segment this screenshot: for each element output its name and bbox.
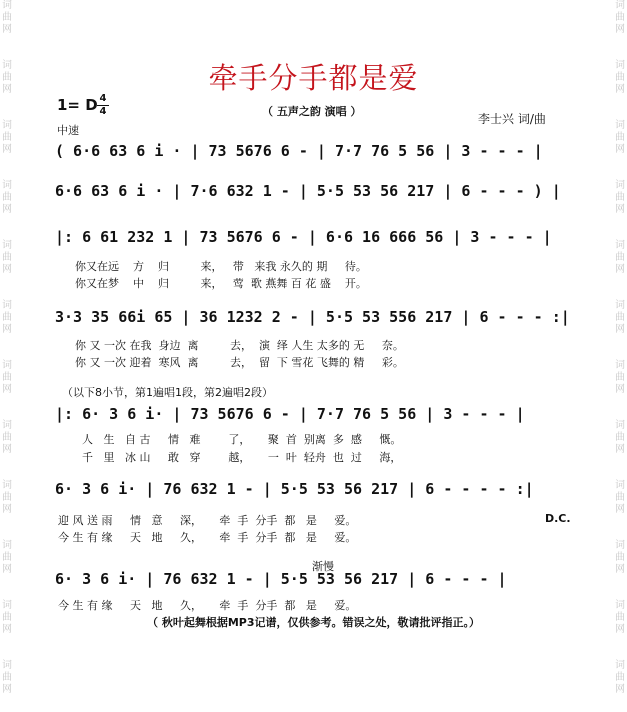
time-signature: 4 4 <box>97 94 109 117</box>
ritardando-marking: 渐慢 <box>312 560 334 573</box>
score-row-3: |: 6 61 232 1 | 73 5676 6 - | 6·6 16 666 56 | 3 - - - | <box>55 228 552 246</box>
section-note: （以下8小节，第1遍唱1段，第2遍唱2段） <box>62 386 273 399</box>
watermark-left: 词曲网 词曲网 词曲网 词曲网 词曲网 词曲网 词曲网 词曲网 词曲网 词曲网 词曲网 词曲网 <box>2 0 12 695</box>
lyric-line: 人 生 自 古 情 难 了， 聚 首 别离 多 感 慨。 <box>75 433 402 446</box>
lyric-line: 你又在远 方 归 来， 带 来我 永久的 期 待。 <box>75 260 367 273</box>
transcriber-note: （ 秋叶起舞根据MP3记谱，仅供参考。错误之处，敬请批评指正。） <box>147 616 480 629</box>
lyric-line: 迎 风 送 雨 情 意 深， 牵 手 分手 都 是 爱。 <box>58 514 357 527</box>
lyric-line: 千 里 冰 山 敢 穿 越， 一 叶 轻舟 也 过 海， <box>75 451 402 464</box>
key-signature: 1= D <box>57 96 98 114</box>
lyric-line: 今 生 有 缘 天 地 久， 牵 手 分手 都 是 爱。 <box>58 599 357 612</box>
dc-marking: D.C. <box>545 512 571 525</box>
lyric-line: 今 生 有 缘 天 地 久， 牵 手 分手 都 是 爱。 <box>58 531 357 544</box>
singer-credit: （ 五声之韵 演唱 ） <box>262 105 362 118</box>
composer-credit: 李士兴 词/曲 <box>478 112 546 126</box>
score-row-1: ( 6·6 63 6 i · | 73 5676 6 - | 7·7 76 5 56 | 3 - - - | <box>55 142 543 160</box>
score-row-5: |: 6· 3 6 i· | 73 5676 6 - | 7·7 76 5 56 | 3 - - - | <box>55 405 525 423</box>
tempo-marking: 中速 <box>57 124 79 137</box>
score-row-4: 3·3 35 66i 65 | 36 1232 2 - | 5·5 53 556 217 | 6 - - - :| <box>55 308 570 326</box>
score-row-2: 6·6 63 6 i · | 7·6 632 1 - | 5·5 53 56 217 | 6 - - - ) | <box>55 182 561 200</box>
song-title: 牵手分手都是爱 <box>208 61 419 95</box>
score-row-6: 6· 3 6 i· | 76 632 1 - | 5·5 53 56 217 | 6 - - - - :| <box>55 480 534 498</box>
lyric-line: 你 又 一次 迎着 寒风 离 去， 留 下 雪花 飞舞的 精 彩。 <box>75 356 404 369</box>
lyric-line: 你 又 一次 在我 身边 离 去， 演 绎 人生 太多的 无 奈。 <box>75 339 404 352</box>
watermark-right: 词曲网 词曲网 词曲网 词曲网 词曲网 词曲网 词曲网 词曲网 词曲网 词曲网 词曲网 词曲网 <box>615 0 625 695</box>
lyric-line: 你又在梦 中 归 来， 莺 歌 燕舞 百 花 盛 开。 <box>75 277 367 290</box>
score-row-7: 6· 3 6 i· | 76 632 1 - | 5·5 53 56 217 | 6 - - - | <box>55 570 507 588</box>
